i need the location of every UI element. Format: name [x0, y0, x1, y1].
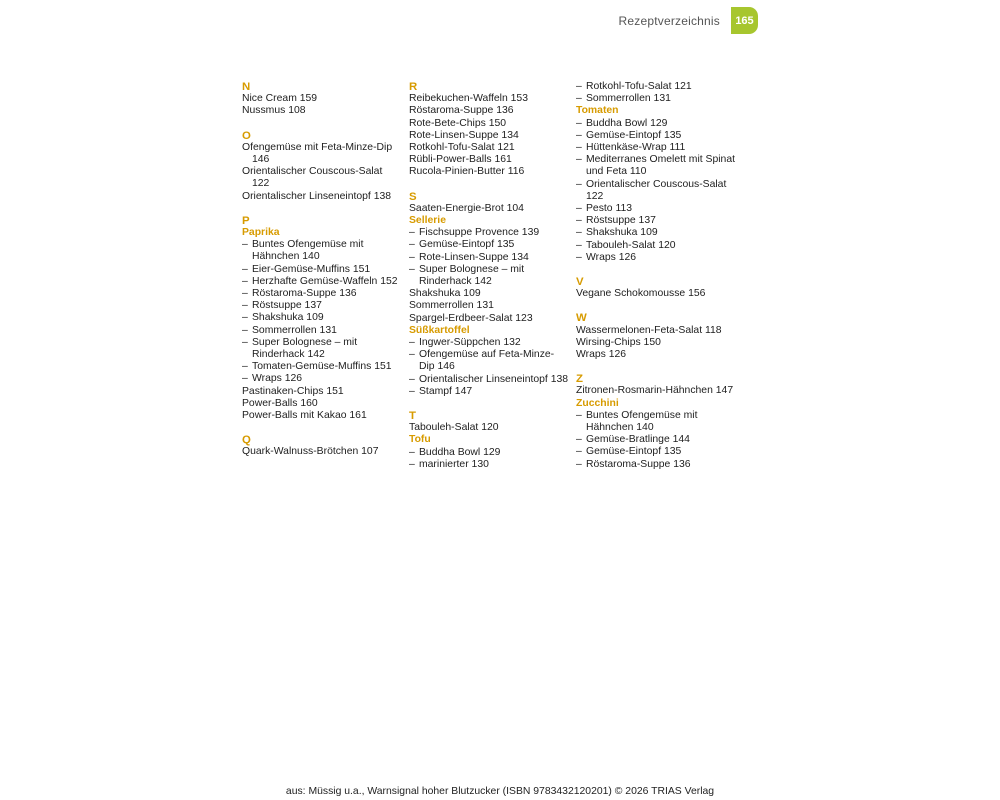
index-group-heading: Sellerie [409, 215, 446, 227]
index-letter-heading: T [409, 410, 416, 423]
index-subentry: – Wraps 126 [576, 252, 736, 264]
index-letter-heading: Z [576, 373, 583, 386]
index-letter-heading: O [242, 129, 251, 142]
index-subentry: – Buntes Ofengemüse mit Hähnchen 140 [576, 410, 736, 434]
index-entry: Tabouleh-Salat 120 [409, 422, 499, 434]
index-entry: Rote-Linsen-Suppe 134 [409, 129, 519, 141]
index-subentry: – Super Bolognese – mit Rinderhack 142 [409, 264, 569, 288]
index-entry: Shakshuka 109 [409, 288, 481, 300]
index-entry: Ofengemüse mit Feta-Minze-Dip 146 [242, 141, 393, 166]
index-entry: Rotkohl-Tofu-Salat 121 [409, 142, 515, 154]
index-entry: Wassermelonen-Feta-Salat 118 [576, 324, 722, 336]
index-subentry: – Tomaten-Gemüse-Muffins 151 [242, 361, 402, 373]
index-subentry: – Ofengemüse auf Feta-Minze-Dip 146 [409, 349, 569, 373]
index-subentry: – Pesto 113 [576, 203, 736, 215]
index-entry: Nice Cream 159 [242, 93, 318, 105]
index-entry: Orientalischer Linseneintopf 138 [242, 190, 392, 202]
index-subentry: – Gemüse-Bratlinge 144 [576, 434, 736, 446]
index-letter-heading: S [409, 190, 417, 203]
index-subentry: – Orientalischer Couscous-Salat 122 [576, 179, 736, 203]
index-subentry: – Röstsuppe 137 [576, 215, 736, 227]
index-letter-heading: R [409, 81, 418, 93]
index-entry: Orientalischer Couscous-Salat 122 [242, 166, 383, 190]
index-entry: Wraps 126 [576, 349, 627, 361]
index-entry: Rübli-Power-Balls 161 [409, 154, 512, 166]
page-number-badge: 165 [731, 7, 758, 34]
index-subentry: – Tabouleh-Salat 120 [576, 240, 736, 252]
index-entry: Reibekuchen-Waffeln 153 [409, 93, 528, 105]
index-subentry: – Gemüse-Eintopf 135 [409, 239, 569, 251]
index-entry: Zitronen-Rosmarin-Hähnchen 147 [576, 385, 734, 397]
index-letter-heading: Q [242, 434, 251, 447]
index-subentry: – Eier-Gemüse-Muffins 151 [242, 264, 402, 276]
index-group-heading: Tomaten [576, 105, 619, 117]
index-subentry: – Gemüse-Eintopf 135 [576, 130, 736, 142]
index-subentry: – Gemüse-Eintopf 135 [576, 446, 736, 458]
index-subentry: – Wraps 126 [242, 373, 402, 385]
index-column-1 [242, 81, 402, 459]
index-subentry: – Ingwer-Süppchen 132 [409, 337, 569, 349]
index-column-3 [576, 81, 736, 471]
index-subentry: – Orientalischer Linseneintopf 138 [409, 374, 569, 386]
index-group-heading: Süßkartoffel [409, 324, 470, 336]
index-subentry: – Fischsuppe Provence 139 [409, 227, 569, 239]
index-subentry: – Herzhafte Gemüse-Waffeln 152 [242, 276, 402, 288]
index-subentry: – Hüttenkäse-Wrap 111 [576, 142, 736, 154]
index-letter-heading: V [576, 276, 584, 289]
index-entry: Rucola-Pinien-Butter 116 [409, 166, 525, 178]
index-entry: Wirsing-Chips 150 [576, 336, 661, 348]
index-subentry: – Shakshuka 109 [242, 312, 402, 324]
index-subentry: – Sommerrollen 131 [576, 93, 736, 105]
index-column-2 [409, 81, 569, 471]
index-letter-heading: W [576, 312, 587, 325]
index-group-heading: Tofu [409, 434, 431, 446]
index-subentry: – Buntes Ofengemüse mit Hähnchen 140 [242, 239, 402, 263]
index-subentry: – Röstsuppe 137 [242, 300, 402, 312]
index-entry: Power-Balls mit Kakao 161 [242, 410, 367, 422]
index-entry: Spargel-Erdbeer-Salat 123 [409, 312, 533, 324]
running-head-title: Rezeptverzeichnis [618, 14, 720, 28]
index-entry: Röstaroma-Suppe 136 [409, 105, 514, 117]
index-group-heading: Paprika [242, 227, 280, 239]
index-subentry: – Rotkohl-Tofu-Salat 121 [576, 81, 736, 93]
index-subentry: – Shakshuka 109 [576, 227, 736, 239]
index-entry: Saaten-Energie-Brot 104 [409, 202, 524, 214]
index-group-heading: Zucchini [576, 397, 619, 409]
index-subentry: – Buddha Bowl 129 [409, 447, 569, 459]
index-subentry: – Mediterranes Omelett mit Spinat und Feta 110 [576, 154, 736, 178]
index-entry: Nussmus 108 [242, 105, 306, 117]
index-entry: Vegane Schokomousse 156 [576, 288, 706, 300]
index-subentry: – Röstaroma-Suppe 136 [576, 459, 736, 471]
index-subentry: – marinierter 130 [409, 459, 569, 471]
index-letter-heading: N [242, 81, 251, 93]
index-entry: Quark-Walnuss-Brötchen 107 [242, 446, 379, 458]
source-footer: aus: Müssig u.a., Warnsignal hoher Blutzucker (ISBN 9783432120201) © 2026 TRIAS Verlag [285, 786, 715, 797]
index-entry: Pastinaken-Chips 151 [242, 385, 344, 397]
index-entry: Power-Balls 160 [242, 397, 318, 409]
index-letter-heading: P [242, 214, 250, 227]
index-subentry: – Buddha Bowl 129 [576, 118, 736, 130]
index-subentry: – Super Bolognese – mit Rinderhack 142 [242, 337, 402, 361]
index-subentry: – Stampf 147 [409, 386, 569, 398]
index-subentry: – Sommerrollen 131 [242, 325, 402, 337]
index-subentry: – Röstaroma-Suppe 136 [242, 288, 402, 300]
index-subentry: – Rote-Linsen-Suppe 134 [409, 252, 569, 264]
index-entry: Rote-Bete-Chips 150 [409, 117, 507, 129]
index-entry: Sommerrollen 131 [409, 300, 494, 312]
